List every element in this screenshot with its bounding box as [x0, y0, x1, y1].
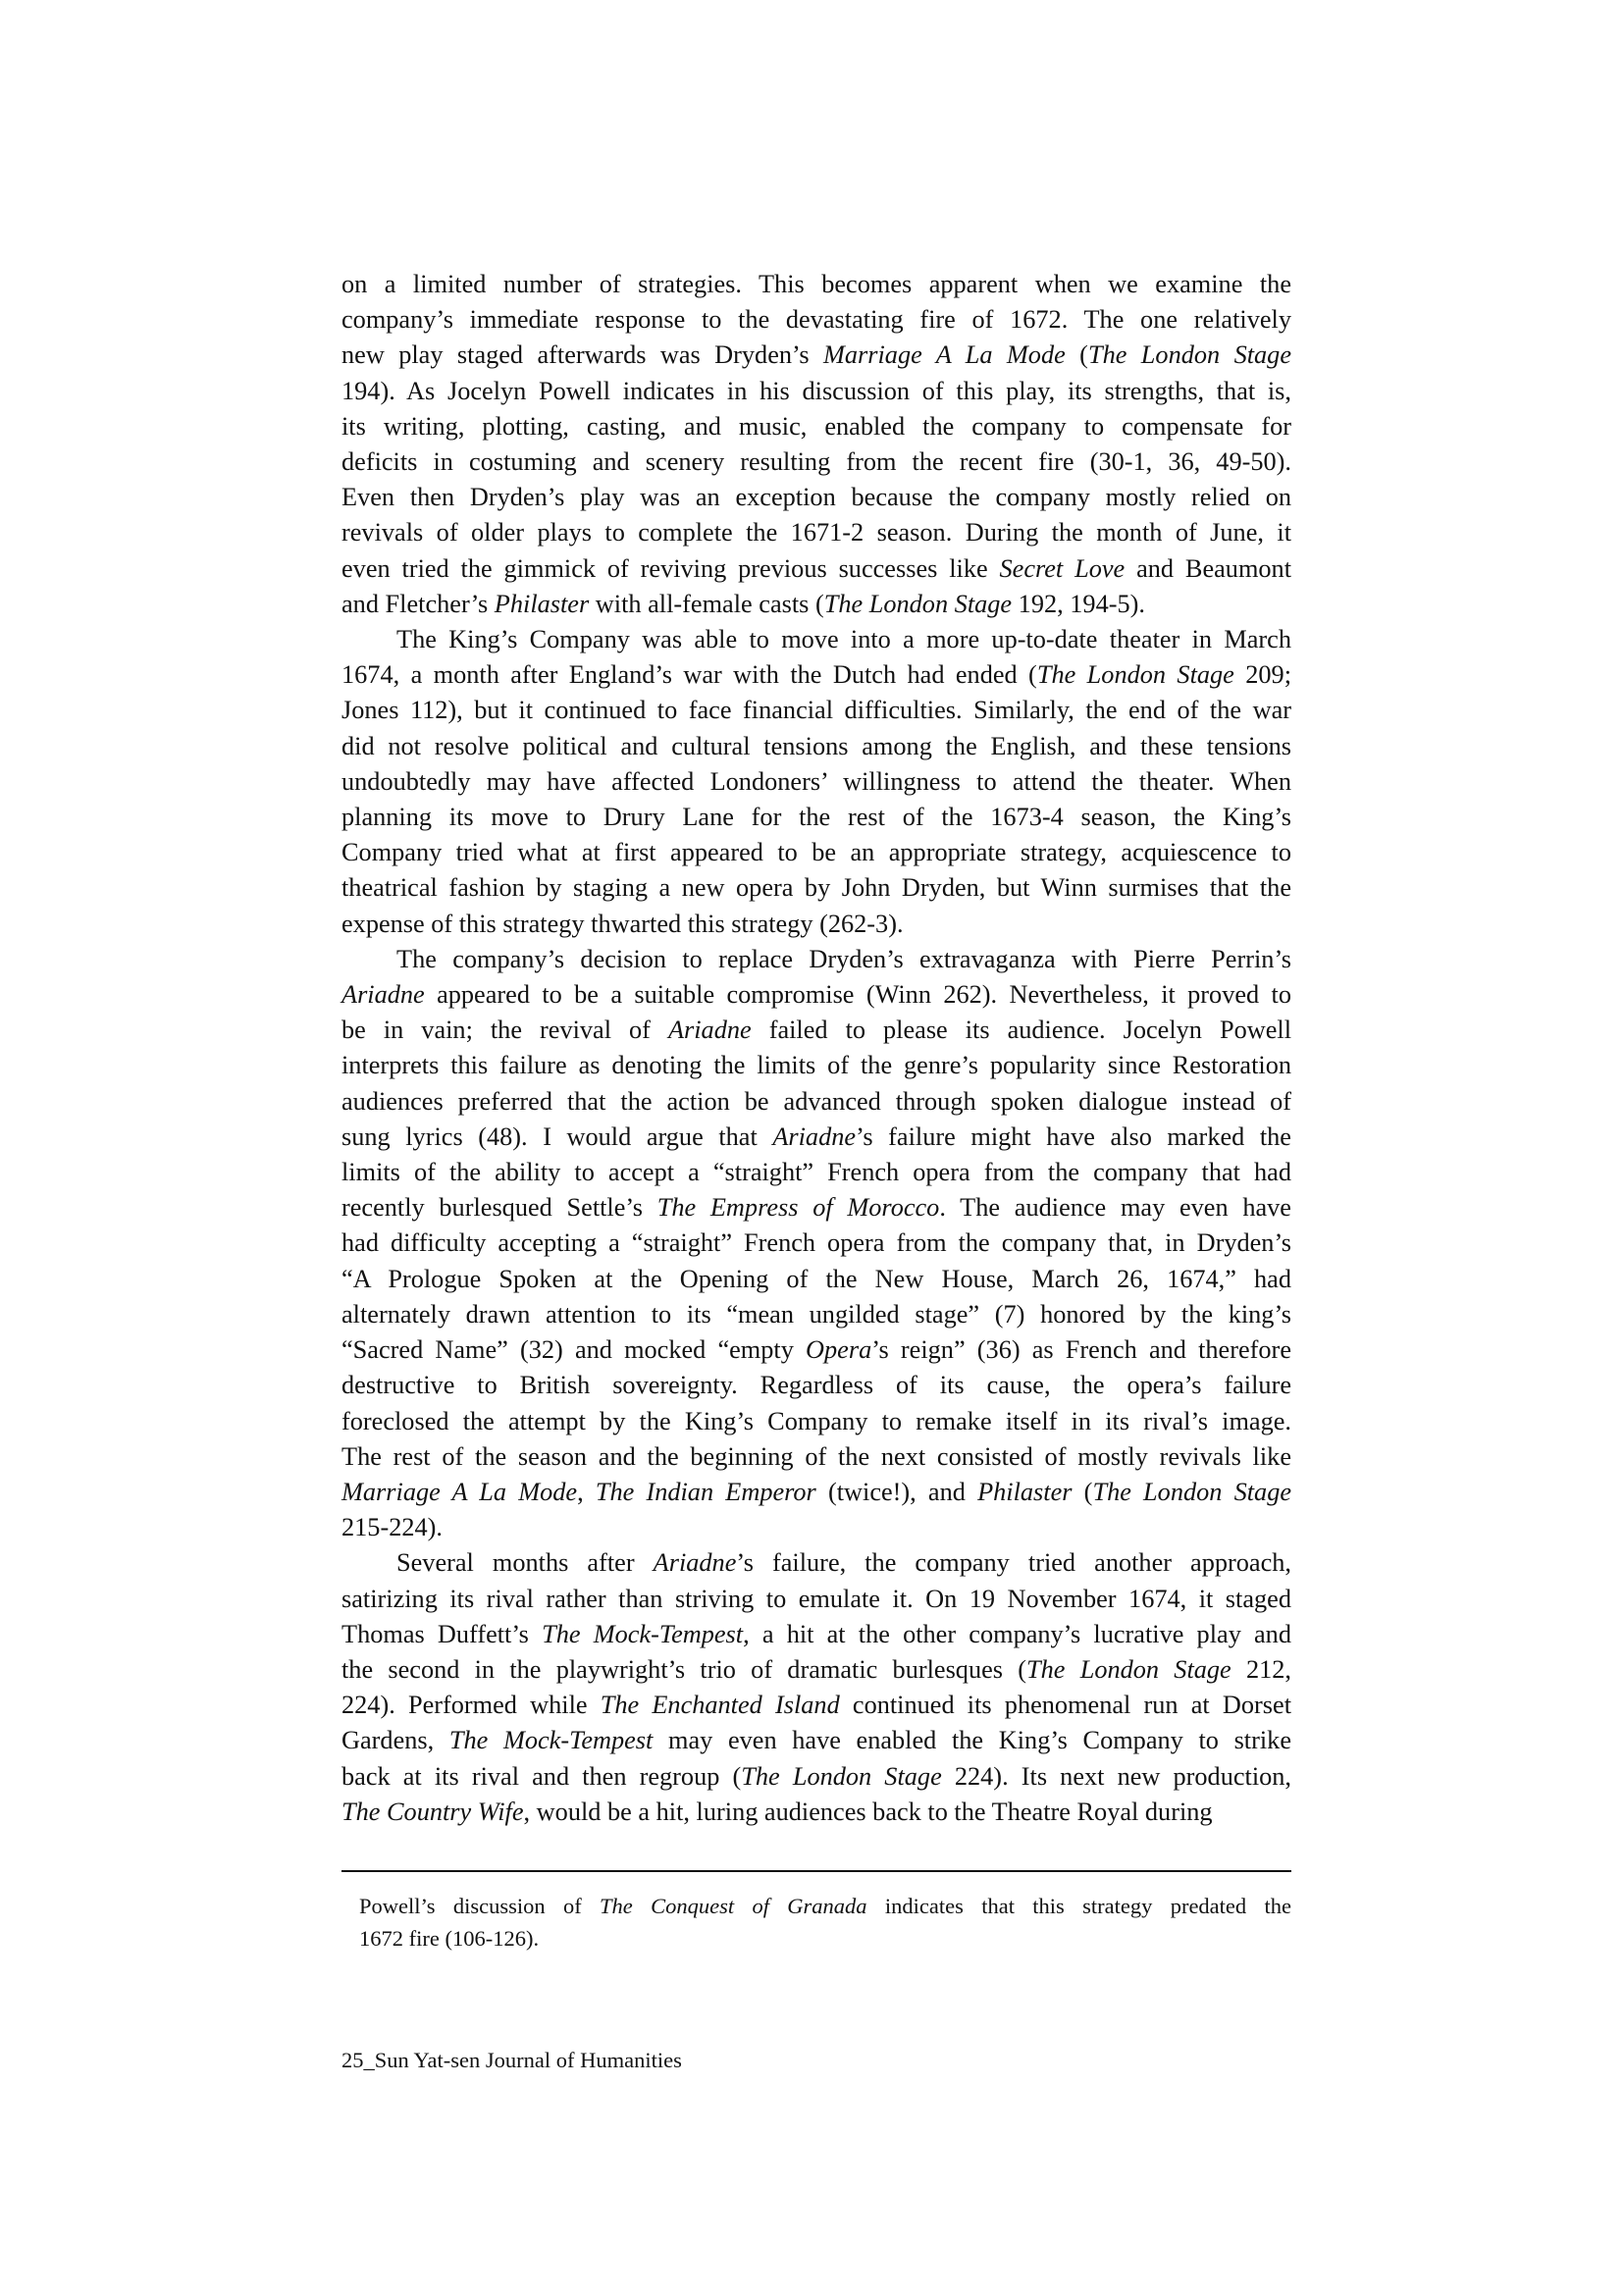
text-run: Gardens, — [341, 1726, 449, 1755]
text-line — [341, 409, 1291, 444]
text-run: The King’s Company was able to move into a more up-to-date theater in March — [396, 625, 1291, 654]
paragraph — [341, 942, 1291, 1545]
text-line — [341, 338, 1291, 373]
text-run: 224). Performed while — [341, 1691, 601, 1720]
text-line — [341, 729, 1291, 764]
text-run: alternately drawn attention to its “mean ungilded stage” (7) honored by the king’s — [341, 1299, 1291, 1329]
page-footer: 25_Sun Yat-sen Journal of Humanities — [341, 2048, 682, 2072]
text-line — [341, 764, 1291, 800]
text-line — [341, 1297, 1291, 1332]
text-run: “A Prologue Spoken at the Opening of the New House, March 26, 1674,” had — [341, 1264, 1291, 1293]
text-line — [341, 587, 1291, 622]
text-run: its writing, plotting, casting, and music, enabled the company to compensate for — [341, 411, 1291, 441]
text-line — [341, 835, 1291, 870]
text-line — [341, 551, 1291, 587]
text-line — [341, 1688, 1291, 1723]
text-run: 224). Its next new production, — [941, 1761, 1291, 1791]
text-run: 1672 fire (106-126). — [359, 1926, 540, 1951]
text-run: indicates that this strategy predated the — [866, 1894, 1291, 1918]
italic-title: The London Stage — [1026, 1654, 1231, 1684]
text-run: “Sacred Name” (32) and mocked “empty — [341, 1335, 807, 1365]
text-run: failed to please its audience. Jocelyn Powell — [751, 1016, 1291, 1045]
text-line — [341, 1404, 1291, 1439]
italic-title: Opera — [806, 1335, 872, 1365]
paragraph — [341, 1545, 1291, 1830]
text-run: 209; — [1233, 660, 1292, 690]
text-run: The company’s decision to replace Dryden’s extravaganza with Pierre Perrin’s — [396, 944, 1291, 973]
text-line — [341, 870, 1291, 906]
text-run: appeared to be a suitable compromise (Winn 262). Nevertheless, it proved to — [424, 980, 1291, 1010]
text-line — [341, 1475, 1291, 1510]
text-run: may even have enabled the King’s Company to strike — [653, 1726, 1291, 1755]
text-run: foreclosed the attempt by the King’s Company to remake itself in its rival’s image. — [341, 1406, 1291, 1435]
italic-title: Ariadne — [341, 980, 425, 1010]
italic-title: The Country Wife — [341, 1797, 524, 1826]
text-run: , would be a hit, luring audiences back to the Theatre Royal during — [523, 1797, 1213, 1826]
italic-title: Philaster — [977, 1477, 1073, 1506]
text-run: ’s failure might have also marked the — [856, 1121, 1291, 1151]
italic-title: Ariadne — [772, 1121, 857, 1151]
text-line — [341, 942, 1291, 977]
text-line — [341, 1723, 1291, 1758]
text-line — [359, 1922, 1291, 1955]
italic-title: Marriage A La Mode — [341, 1477, 578, 1506]
text-line — [359, 1890, 1291, 1922]
text-line — [341, 1013, 1291, 1048]
footnote — [359, 1890, 1291, 1955]
text-run: ’s failure, the company tried another approach, — [736, 1548, 1291, 1578]
italic-title: Ariadne — [667, 1016, 752, 1045]
text-line — [341, 1582, 1291, 1617]
text-run: Several months after — [396, 1548, 654, 1578]
text-run: 215-224). — [341, 1513, 443, 1542]
italic-title: The London Stage — [1036, 660, 1234, 690]
text-run: destructive to British sovereignty. Regardless of its cause, the opera’s failure — [341, 1371, 1291, 1400]
text-run: Powell’s discussion of — [359, 1894, 601, 1918]
text-line — [341, 1368, 1291, 1403]
text-run: ( — [1065, 340, 1088, 370]
text-line — [341, 1332, 1291, 1368]
text-line — [341, 1084, 1291, 1120]
italic-title: The Conquest of Granada — [600, 1894, 867, 1918]
italic-title: The Indian Emperor — [595, 1477, 816, 1506]
text-run: theatrical fashion by staging a new opera by John Dryden, but Winn surmises that the — [341, 873, 1291, 903]
text-run: 192, 194-5). — [1012, 589, 1145, 618]
italic-title: Ariadne — [653, 1548, 737, 1578]
italic-title: Philaster — [494, 589, 590, 618]
text-line — [341, 1225, 1291, 1261]
text-run: even tried the gimmick of reviving previous successes like — [341, 553, 1000, 583]
text-run: company’s immediate response to the devastating fire of 1672. The one relatively — [341, 305, 1291, 335]
italic-title: The London Stage — [823, 589, 1013, 618]
text-run: had difficulty accepting a “straight” French opera from the company that, in Dryden’s — [341, 1228, 1291, 1258]
paragraph — [341, 622, 1291, 942]
text-run: Thomas Duffett’s — [341, 1619, 543, 1648]
text-run: the second in the playwright’s trio of dramatic burlesques ( — [341, 1654, 1027, 1684]
text-line — [341, 657, 1291, 693]
text-run: (twice!), and — [815, 1477, 978, 1506]
italic-title: The Mock-Tempest — [448, 1726, 654, 1755]
text-run: Jones 112), but it continued to face financial difficulties. Similarly, the end of the war — [341, 696, 1291, 725]
text-run: 1674, a month after England’s war with the Dutch had ended ( — [341, 660, 1037, 690]
italic-title: The London Stage — [741, 1761, 942, 1791]
text-run: new play staged afterwards was Dryden’s — [341, 340, 823, 370]
text-line — [341, 1510, 1291, 1545]
text-line — [341, 1545, 1291, 1581]
text-run: limits of the ability to accept a “straight” French opera from the company that had — [341, 1158, 1291, 1187]
text-run: Company tried what at first appeared to be an appropriate strategy, acquiescence to — [341, 838, 1291, 867]
text-run: , — [577, 1477, 596, 1506]
text-line — [341, 374, 1291, 409]
text-line — [341, 800, 1291, 835]
text-line — [341, 515, 1291, 550]
text-run: did not resolve political and cultural tensions among the English, and these tensions — [341, 731, 1291, 760]
text-line — [341, 977, 1291, 1013]
text-run: recently burlesqued Settle’s — [341, 1193, 657, 1223]
text-run: The rest of the season and the beginning of the next consisted of mostly revivals like — [341, 1441, 1291, 1471]
italic-title: The London Stage — [1092, 1477, 1292, 1506]
text-run: continued its phenomenal run at Dorset — [839, 1691, 1291, 1720]
text-line — [341, 1439, 1291, 1475]
paragraph — [341, 267, 1291, 622]
text-run: . The audience may even have — [939, 1193, 1291, 1223]
italic-title: The London Stage — [1087, 340, 1291, 370]
text-run: ( — [1072, 1477, 1093, 1506]
text-line — [341, 1262, 1291, 1297]
text-run: be in vain; the revival of — [341, 1016, 668, 1045]
italic-title: Marriage A La Mode — [822, 340, 1066, 370]
text-line — [341, 1759, 1291, 1795]
text-line — [341, 1617, 1291, 1652]
text-line — [341, 267, 1291, 302]
text-run: on a limited number of strategies. This becomes apparent when we examine the — [341, 270, 1291, 298]
text-run: and Fletcher’s — [341, 589, 495, 618]
text-run: sung lyrics (48). I would argue that — [341, 1121, 773, 1151]
text-line — [341, 1048, 1291, 1083]
text-line — [341, 907, 1291, 942]
text-line — [341, 480, 1291, 515]
text-run: undoubtedly may have affected Londoners’ willingness to attend the theater. When — [341, 766, 1291, 796]
text-run: back at its rival and then regroup ( — [341, 1761, 742, 1791]
footnote-rule — [341, 1870, 1291, 1872]
italic-title: The Mock-Tempest — [542, 1619, 744, 1648]
text-run: , a hit at the other company’s lucrative play and — [743, 1619, 1291, 1648]
text-line — [341, 1120, 1291, 1155]
text-run: ’s reign” (36) as French and therefore — [871, 1335, 1291, 1365]
italic-title: The Enchanted Island — [600, 1691, 840, 1720]
text-line — [341, 693, 1291, 728]
text-run: with all-female casts ( — [589, 589, 824, 618]
text-line — [341, 1155, 1291, 1190]
text-line — [341, 1652, 1291, 1688]
text-run: planning its move to Drury Lane for the rest of the 1673-4 season, the King’s — [341, 803, 1291, 832]
text-line — [341, 1190, 1291, 1225]
text-run: 212, — [1231, 1654, 1291, 1684]
italic-title: The Empress of Morocco — [656, 1193, 940, 1223]
text-run: Even then Dryden’s play was an exception because the company mostly relied on — [341, 483, 1291, 512]
text-run: audiences preferred that the action be advanced through spoken dialogue instead of — [341, 1086, 1291, 1116]
text-run: revivals of older plays to complete the 1671-2 season. During the month of June, it — [341, 518, 1291, 547]
text-run: 194). As Jocelyn Powell indicates in his discussion of this play, its strengths, that is, — [341, 376, 1291, 405]
text-run: and Beaumont — [1125, 553, 1291, 583]
text-line — [341, 302, 1291, 338]
text-line — [341, 444, 1291, 480]
text-run: expense of this strategy thwarted this strategy (262-3). — [341, 909, 904, 938]
italic-title: Secret Love — [999, 553, 1126, 583]
body-text — [341, 267, 1291, 1830]
text-run: satirizing its rival rather than striving to emulate it. On 19 November 1674, it staged — [341, 1584, 1291, 1613]
text-run: deficits in costuming and scenery resulting from the recent fire (30-1, 36, 49-50). — [341, 447, 1291, 477]
text-line — [341, 1795, 1291, 1830]
text-line — [341, 622, 1291, 657]
text-run: interprets this failure as denoting the limits of the genre’s popularity since Restoration — [341, 1051, 1291, 1080]
